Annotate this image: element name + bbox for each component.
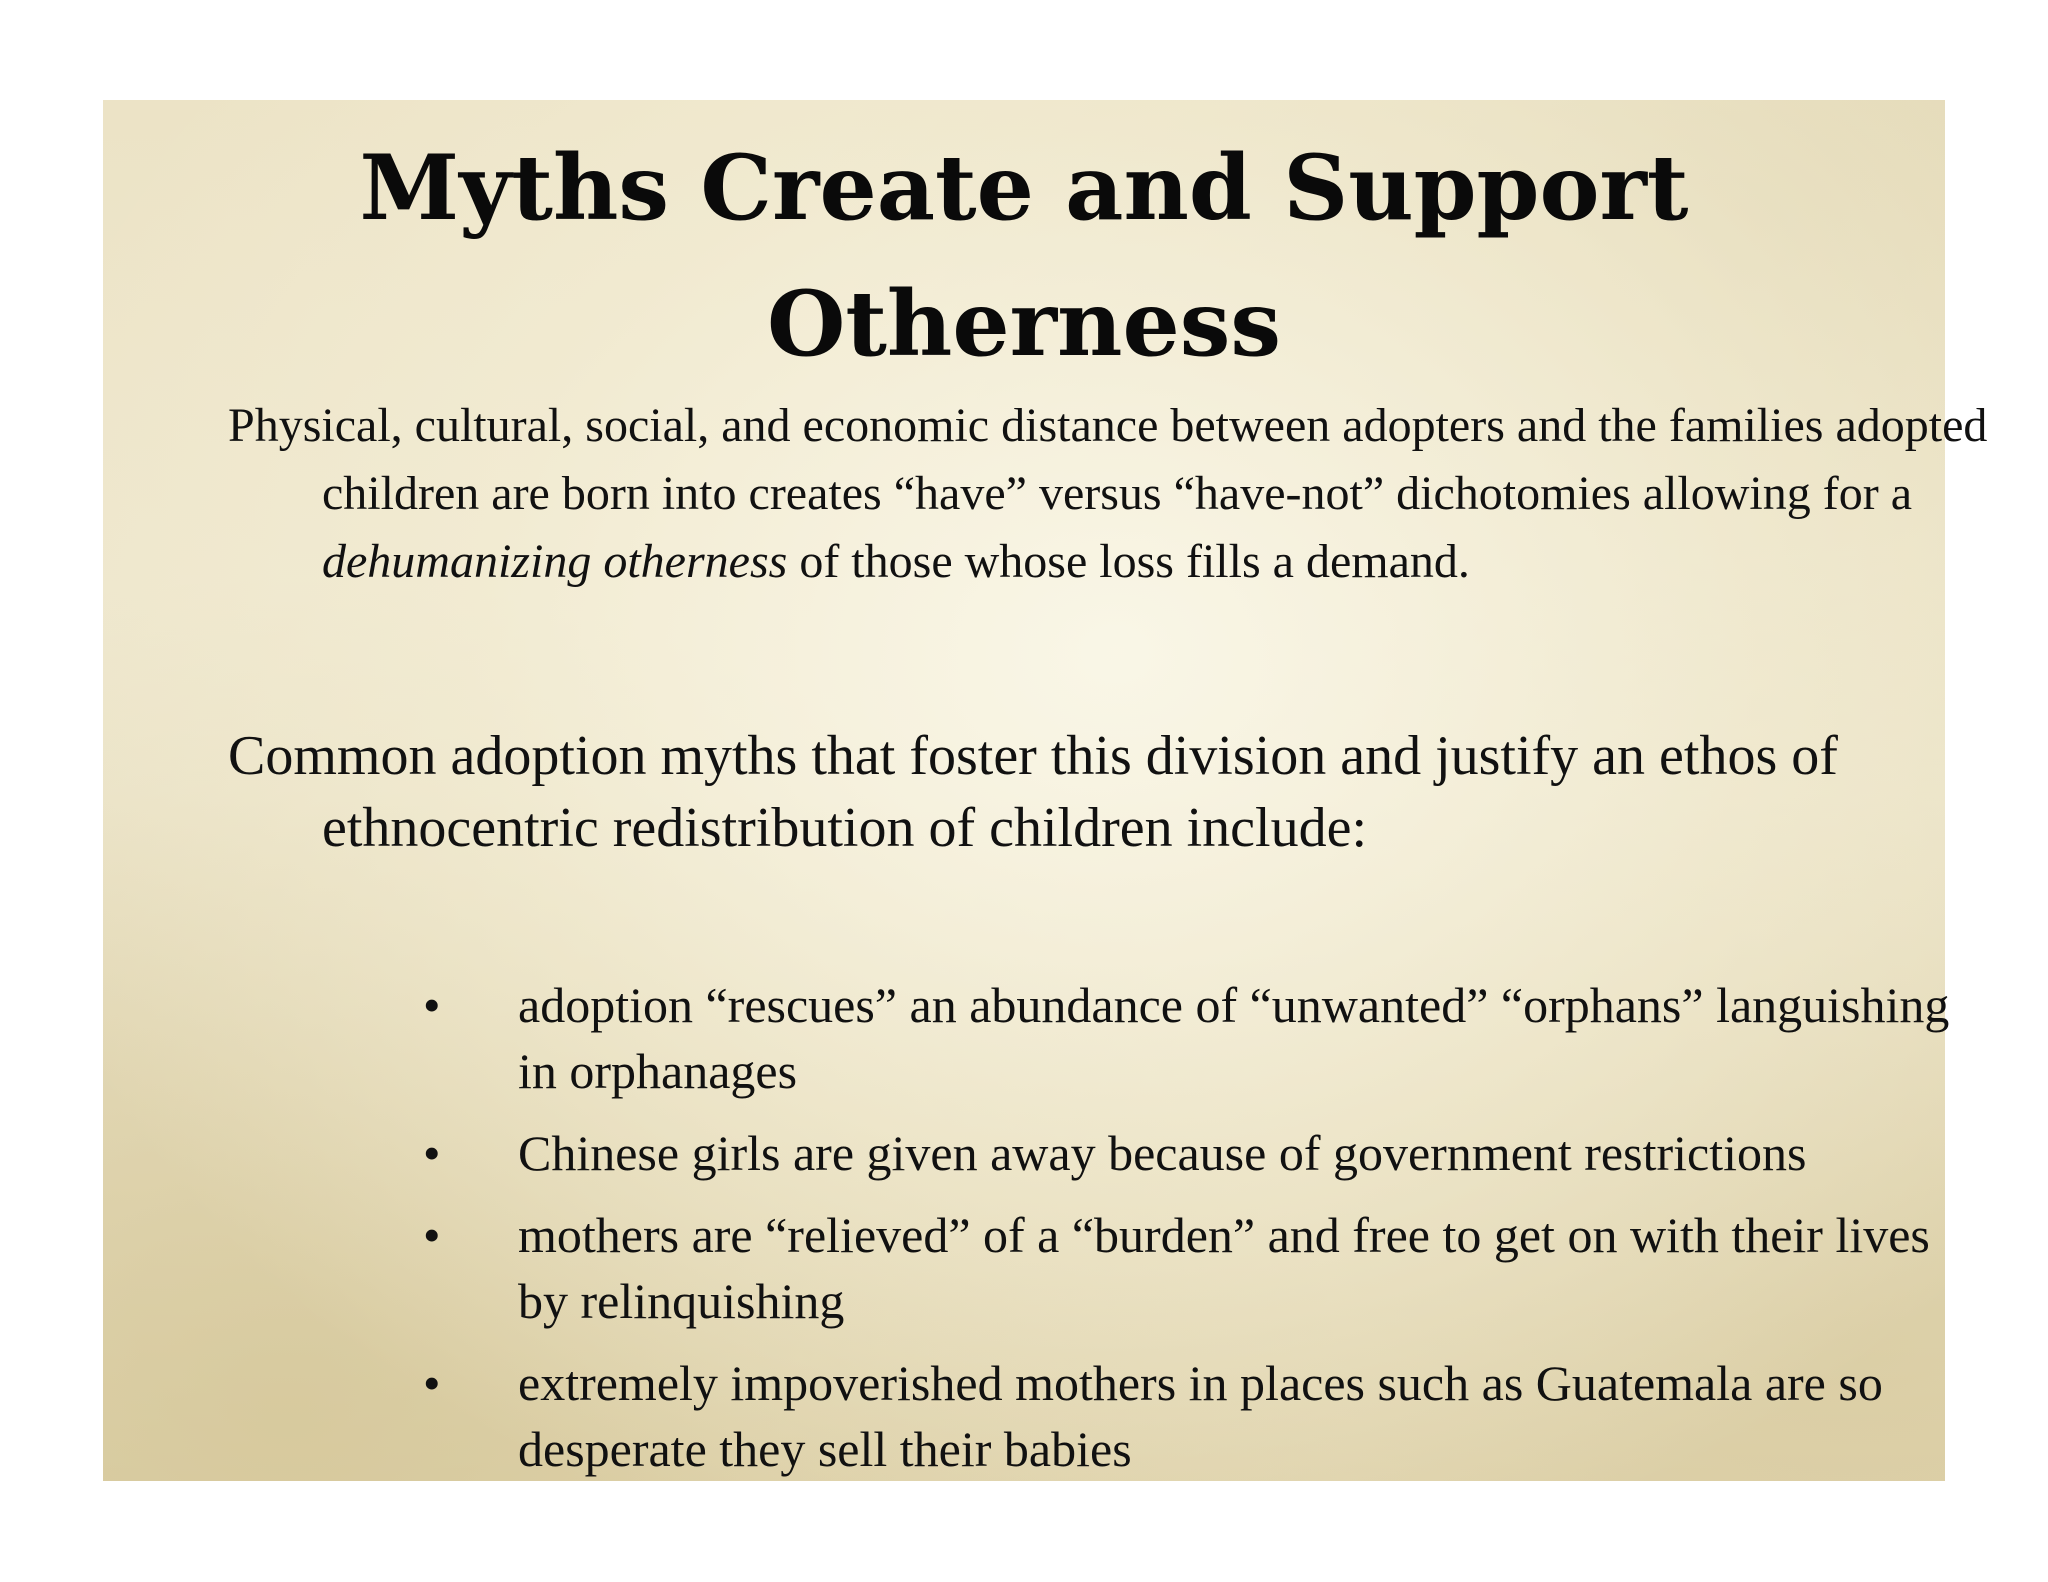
list-item (413, 1350, 1973, 1482)
bullet-icon: • (423, 977, 441, 1033)
list-item (413, 972, 1973, 1104)
intro-text-end: of those whose loss fills a demand. (787, 535, 1470, 588)
list-item-text: mothers are “relieved” of a “burden” and free to get on with their lives by relinquishing (518, 1207, 1930, 1329)
bullet-icon: • (423, 1125, 441, 1181)
list-item (413, 1120, 1973, 1186)
slide (103, 100, 1988, 1481)
bullet-icon: • (423, 1207, 441, 1263)
list-item (413, 1202, 1973, 1334)
bullet-icon: • (423, 1355, 441, 1411)
list-item-text: adoption “rescues” an abundance of “unwanted” “orphans” languishing in orphanages (518, 977, 1950, 1099)
list-item-text: extremely impoverished mothers in places such as Guatemala are so desperate they sell their babies (518, 1355, 1883, 1477)
myths-intro-paragraph: Common adoption myths that foster this division and justify an ethos of ethnocentric redistribution of children include: (228, 725, 1838, 859)
myths-list (413, 972, 1973, 1498)
intro-text-start: Physical, cultural, social, and economic distance between adopters and the families adopted children are born into creates “have” versus “have-not” dichotomies allowing for a (228, 399, 1988, 520)
list-item-text: Chinese girls are given away because of government restrictions (518, 1125, 1807, 1181)
intro-paragraph (228, 392, 2002, 596)
intro-emphasis: dehumanizing otherness (322, 535, 788, 588)
slide-title (103, 120, 1945, 392)
title-line-1: Myths Create and Support (359, 135, 1689, 241)
title-line-2: Otherness (766, 271, 1282, 377)
